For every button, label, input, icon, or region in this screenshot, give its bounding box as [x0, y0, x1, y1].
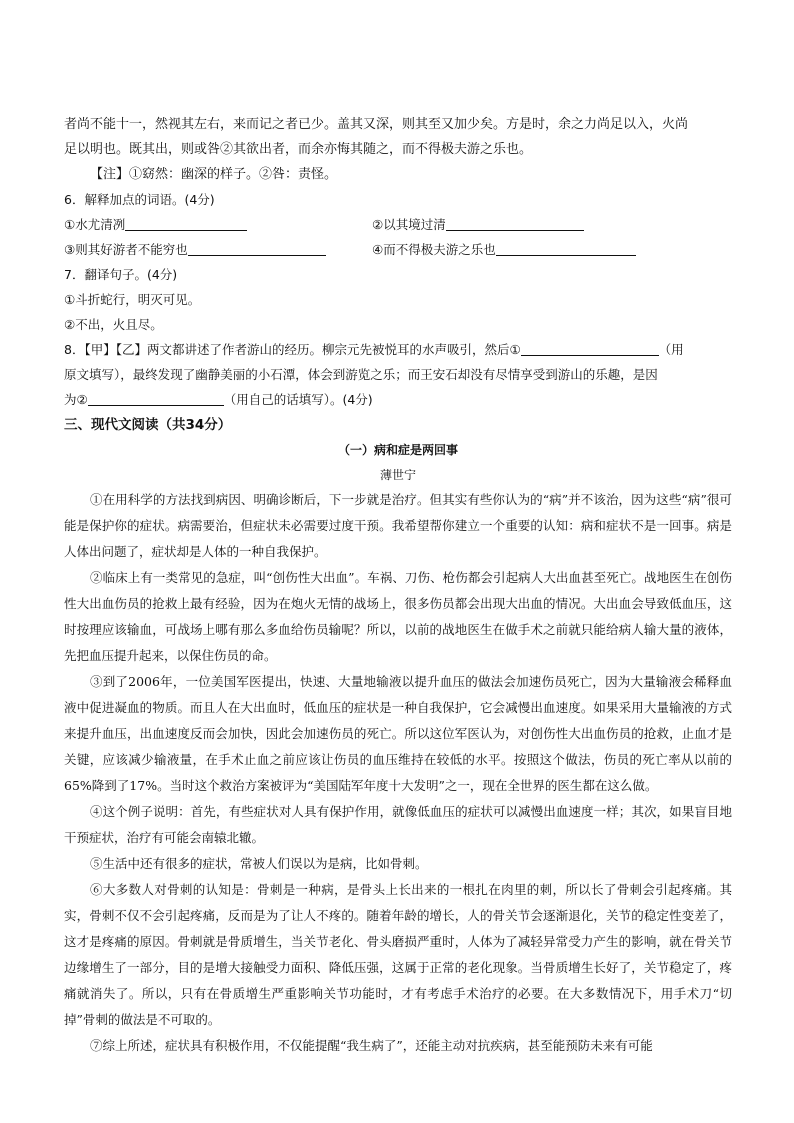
article-paragraph: ④这个例子说明：首先，有些症状对人具有保护作用，就像低血压的症状可以减慢出血速度一样；其次，如果盲目地干预症状，治疗有可能会南辕北辙。: [64, 804, 732, 845]
question-6-item: ①水尤清冽: [64, 212, 372, 237]
article-paragraph: ③到了2006年，一位美国军医提出，快速、大量地输液以提升血压的做法会加速伤员死亡，因为大量输液会稀释血液中促进凝血的物质。而且人在大出血时，低血压的症状是一种自我保护，它会减慢出血速度。如果采用大量输液的方式来提升血压，出血速度反而会加快，因此会加速伤员的死亡。所以这位军医认为，对创伤性大出血伤员的抢救，止血才是关键，应该减少输液量，在手术止血之前应该让伤员的血压维持在较低的水平。按照这个做法，伤员的死亡率从以前的65%降到了17%。当时这个救治方案被评为“美国陆军年度十大发明”之一，现在全世界的医生都在这么做。: [64, 674, 732, 793]
article-title: （一）病和症是两回事: [337, 443, 458, 457]
article-paragraph: ②临床上有一类常见的急症，叫“创伤性大出血”。车祸、刀伤、枪伤都会引起病人大出血甚至死亡。战地医生在创伤性大出血伤员的抢救上最有经验，因为在炮火无情的战场上，很多伤员都会出现大出血的情况。大出血会导致低血压，这时按理应该输血，可战场上哪有那么多血给伤员输呢？所以，以前的战地医生在做手术之前就只能给病人输大量的液体，先把血压提升起来，以保住伤员的命。: [64, 570, 732, 663]
article-paragraph: ⑦综上所述，症状具有积极作用，不仅能提醒“我生病了”，还能主动对抗疾病，甚至能预防未来有可能: [90, 1038, 653, 1053]
question-6-stem: 6．解释加点的词语。(4分): [64, 192, 215, 207]
exam-page: [64, 112, 732, 1059]
question-7-stem: 7．翻译句子。(4分): [64, 267, 178, 282]
passage-line: 者尚不能十一，然视其左右，来而记之者已少。盖其又深，则其至又加少矣。方是时，余之力尚足以入，火尚: [64, 117, 689, 132]
question-7-item: ②不出，火且尽。: [64, 317, 163, 332]
question-6-row: [64, 237, 732, 262]
answer-blank[interactable]: [88, 391, 224, 406]
question-7-item: ①斗折蛇行，明灭可见。: [64, 292, 201, 307]
answer-blank[interactable]: [521, 341, 659, 356]
article-paragraph: ①在用科学的方法找到病因、明确诊断后，下一步就是治疗。但其实有些你认为的“病”并不该治，因为这些“病”很可能是保护你的症状。病需要治，但症状未必需要过度干预。我希望帮你建立一个重要的认知：病和症状不是一回事。病是人体出问题了，症状却是人体的一种自我保护。: [64, 492, 732, 559]
question-6-item: ②以其境过清: [372, 212, 680, 237]
article-paragraph: ⑥大多数人对骨刺的认知是：骨刺是一种病，是骨头上长出来的一根扎在肉里的刺，所以长了骨刺会引起疼痛。其实，骨刺不仅不会引起疼痛，反而是为了让人不疼的。随着年龄的增长，人的骨关节会逐渐退化，关节的稳定性变差了，这才是疼痛的原因。骨刺就是骨质增生，当关节老化、骨头磨损严重时，人体为了减轻异常受力产生的影响，就在骨关节边缘增生了一部分，目的是增大接触受力面积、降低压强，这属于正常的老化现象。当骨质增生长好了，关节稳定了，疼痛就消失了。所以，只有在骨质增生严重影响关节功能时，才有考虑手术治疗的必要。在大多数情况下，用手术刀“切掉”骨刺的做法是不可取的。: [64, 882, 732, 1027]
passage-line: 足以明也。既其出，则或咎②其欲出者，而余亦悔其随之，而不得极夫游之乐也。: [64, 142, 533, 157]
article-author: 薄世宁: [379, 468, 416, 482]
section-heading: 三、现代文阅读（共34分）: [64, 417, 232, 433]
answer-blank[interactable]: [125, 216, 247, 231]
question-8-line: 为② （用自己的话填写）。(4分): [64, 392, 373, 407]
annotation-note: 【注】①窈然：幽深的样子。②咎：责怪。: [90, 167, 338, 182]
answer-blank[interactable]: [496, 241, 636, 256]
article-paragraph: ⑤生活中还有很多的症状，常被人们误以为是病，比如骨刺。: [90, 856, 428, 871]
question-8-line: 原文填写），最终发现了幽静美丽的小石潭，体会到游览之乐；而王安石却没有尽情享受到游山的乐趣，是因: [64, 367, 658, 382]
question-8-line: 8．【甲】【乙】两文都讲述了作者游山的经历。柳宗元先被悦耳的水声吸引，然后① （用: [64, 342, 684, 357]
answer-blank[interactable]: [188, 241, 326, 256]
question-6-item: ④而不得极夫游之乐也: [372, 237, 680, 262]
question-6-item: ③则其好游者不能穷也: [64, 237, 372, 262]
answer-blank[interactable]: [446, 216, 584, 231]
question-6-row: [64, 212, 732, 237]
